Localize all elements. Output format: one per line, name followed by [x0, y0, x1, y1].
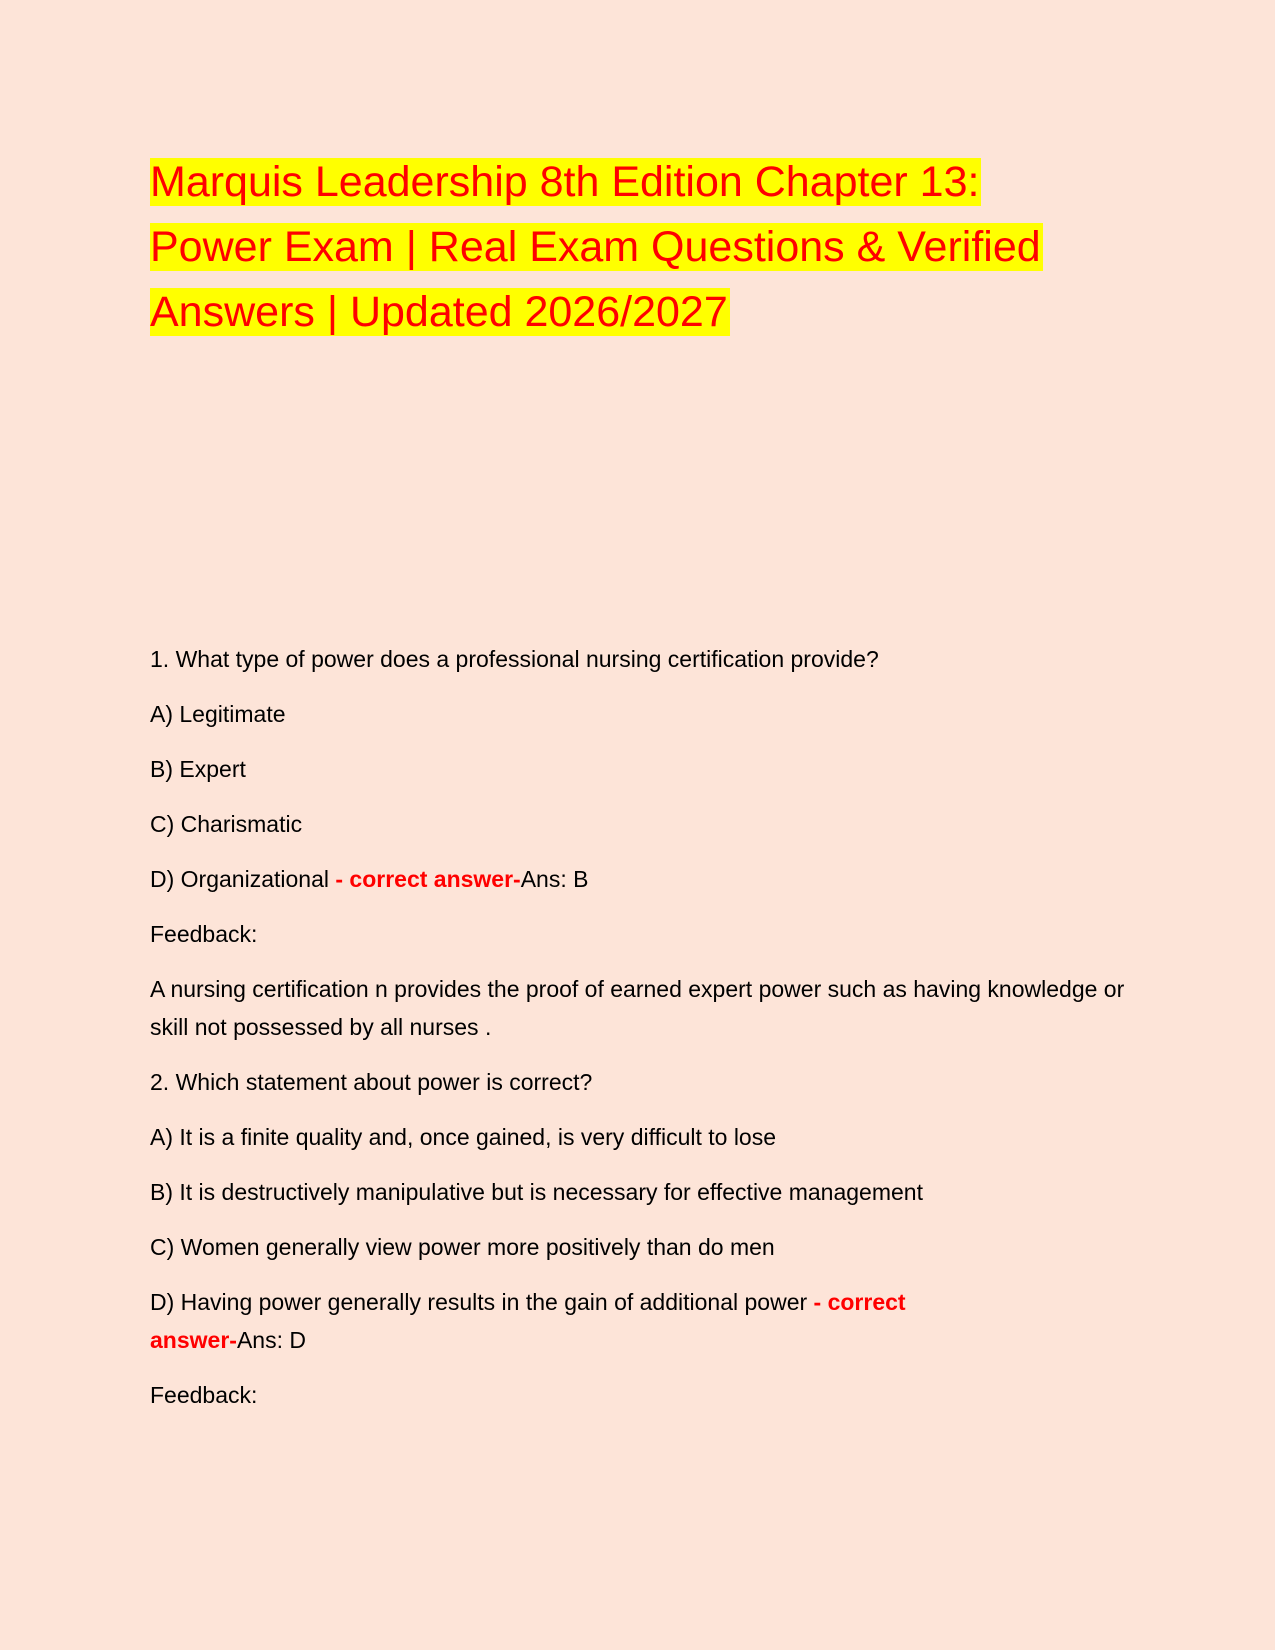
question-1-text: 1. What type of power does a professional nursing certification provide?: [150, 646, 879, 672]
question-2-feedback-label: Feedback:: [150, 1382, 258, 1408]
document-title: [150, 150, 1150, 345]
title-line-2: Power Exam | Real Exam Questions & Verified: [150, 223, 1041, 271]
question-1-option-c: C) Charismatic: [150, 811, 303, 837]
question-1-feedback-label: Feedback:: [150, 921, 258, 947]
title-line-3: Answers | Updated 2026/2027: [150, 288, 728, 336]
question-list: [150, 640, 1140, 1431]
question-2-option-d: D) Having power generally results in the gain of additional power: [150, 1289, 808, 1315]
question-1-option-d-with-answer: [150, 860, 1140, 898]
question-2-option-c: C) Women generally view power more positively than do men: [150, 1234, 775, 1260]
question-1-option-a: A) Legitimate: [150, 701, 286, 727]
correct-answer-marker: - correct answer-: [150, 1289, 906, 1353]
question-1-answer: Ans: B: [520, 866, 589, 892]
question-2-option-d-with-answer: [150, 1283, 990, 1359]
question-1-option-d: D) Organizational: [150, 866, 329, 892]
question-2-text: 2. Which statement about power is correct?: [150, 1069, 593, 1095]
question-2-answer: Ans: D: [236, 1327, 306, 1353]
question-2-option-b: B) It is destructively manipulative but is necessary for effective management: [150, 1179, 923, 1205]
question-2-option-a: A) It is a finite quality and, once gained, is very difficult to lose: [150, 1124, 777, 1150]
question-1-option-b: B) Expert: [150, 756, 246, 782]
question-1-feedback-text: A nursing certification n provides the proof of earned expert power such as having knowledge or skill not possessed by all nurses .: [150, 976, 1125, 1040]
title-line-1: Marquis Leadership 8th Edition Chapter 13:: [150, 158, 980, 206]
correct-answer-marker: - correct answer-: [328, 866, 521, 892]
